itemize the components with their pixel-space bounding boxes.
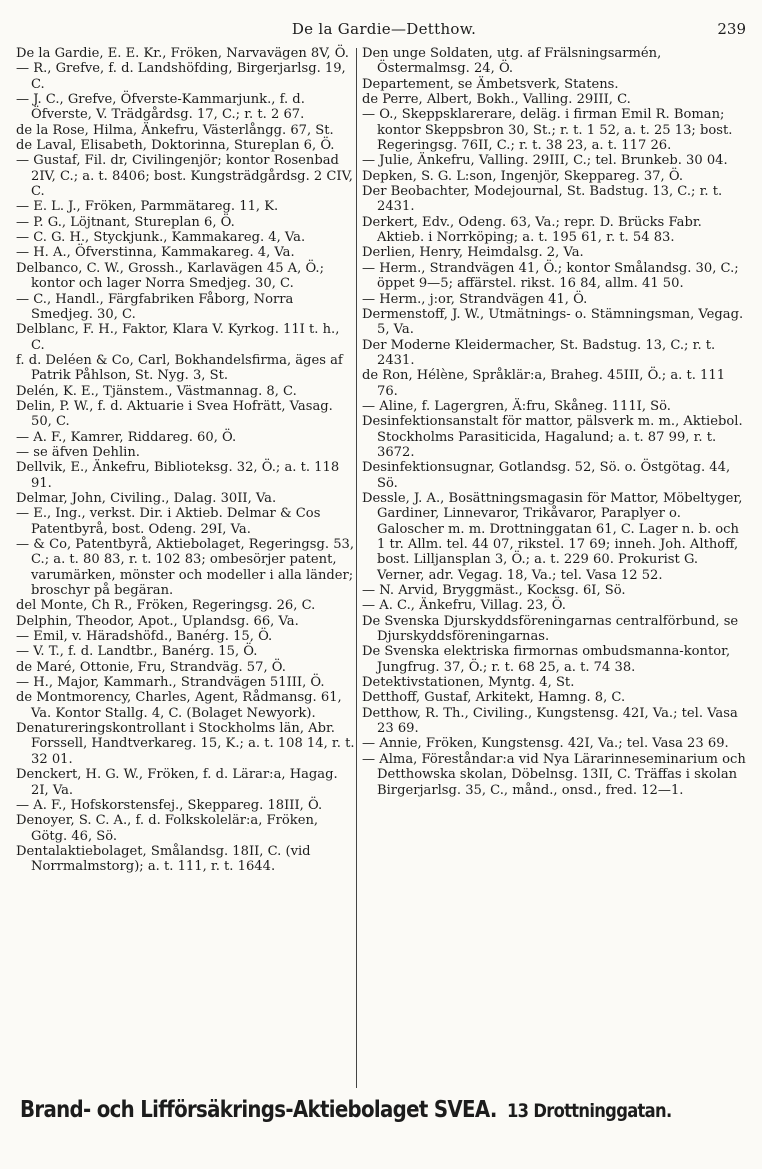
column-divider xyxy=(356,48,357,1088)
directory-entry: del Monte, Ch R., Fröken, Regeringsg. 26, C. xyxy=(16,598,316,614)
directory-entry: — H., Major, Kammarh., Strandvägen 51III, Ö. xyxy=(16,675,325,691)
directory-entry: Dermenstoff, J. W., Utmätnings- o. Stämningsman, Vegag. 5, Va. xyxy=(362,306,744,338)
directory-entry: — P. G., Löjtnant, Stureplan 6, Ö. xyxy=(16,214,235,230)
directory-entry: de Ron, Hélène, Språklär:a, Braheg. 45III, Ö.; a. t. 111 76. xyxy=(362,368,726,399)
directory-entry: Delblanc, F. H., Faktor, Klara V. Kyrkog. 11I t. h., C. xyxy=(16,322,340,353)
directory-entry: Departement, se Ämbetsverk, Statens. xyxy=(362,76,619,92)
directory-entry: — H. A., Öfverstinna, Kammakareg. 4, Va. xyxy=(16,245,295,261)
left-column xyxy=(16,46,356,875)
advert-address: 13 Drottninggatan. xyxy=(506,1100,672,1122)
running-head: De la Gardie—Detthow. xyxy=(291,20,477,38)
directory-entry: Depken, S. G. L:son, Ingenjör, Skeppareg. 37, Ö. xyxy=(362,168,683,184)
directory-entry: Der Moderne Kleidermacher, St. Badstug. 13, C.; r. t. 2431. xyxy=(362,337,716,368)
directory-entry: Delbanco, C. W., Grossh., Karlavägen 45 A, Ö.; kontor och lager Norra Smedjeg. 30, C. xyxy=(16,260,325,292)
directory-entry: Derkert, Edv., Odeng. 63, Va.; repr. D. Brücks Fabr. Aktieb. i Norrköping; a. t. 195 61, r. t. 54 83. xyxy=(362,214,702,246)
directory-entry: — Gustaf, Fil. dr, Civilingenjör; kontor Rosenbad 2IV, C.; a. t. 8406; bost. Kungsträdgårdsg. 2 CIV, C. xyxy=(16,153,353,200)
directory-entry: Delphin, Theodor, Apot., Uplandsg. 66, Va. xyxy=(16,613,299,629)
directory-entry: Den unge Soldaten, utg. af Frälsningsarmén, Östermalmsg. 24, Ö. xyxy=(362,46,662,77)
directory-entry: — Annie, Fröken, Kungstensg. 42I, Va.; tel. Vasa 23 69. xyxy=(362,736,729,752)
directory-entry: — C. G. H., Styckjunk., Kammakareg. 4, Va. xyxy=(16,230,306,246)
directory-entry: — A. C., Änkefru, Villag. 23, Ö. xyxy=(362,598,566,614)
directory-entry: Dellvik, E., Änkefru, Biblioteksg. 32, Ö.; a. t. 118 91. xyxy=(16,460,340,491)
directory-entry: — Herm., j:or, Strandvägen 41, Ö. xyxy=(362,291,588,307)
directory-entry: — Julie, Änkefru, Valling. 29III, C.; tel. Brunkeb. 30 04. xyxy=(362,153,728,169)
directory-entry: Dessle, J. A., Bosättningsmagasin för Mattor, Möbeltyger, Gardiner, Linnevaror, Trikåvaror, Paraplyer o. Galoscher m. m. Drottninggatan 61, C. Lager n. b. och 1 tr. Allm. tel. 44 07, rikstel. 17 69; inneh. Joh. Althoff, bost. Lilljansplan 3, Ö.; a. t. 229 60. Prokurist G. Verner, adr. Vegag. 18, Va.; tel. Vasa 12 52. xyxy=(362,490,743,583)
page-header xyxy=(14,20,754,44)
directory-entry: Denatureringskontrollant i Stockholms län, Abr. Forssell, Handtverkareg. 15, K.; a. t. 108 14, r. t. 32 01. xyxy=(16,721,355,767)
directory-entry: Detthoff, Gustaf, Arkitekt, Hamng. 8, C. xyxy=(362,690,626,706)
page-number: 239 xyxy=(717,20,746,38)
directory-entry: De Svenska Djurskyddsföreningarnas centralförbund, se Djurskyddsföreningarnas. xyxy=(362,613,739,645)
right-column xyxy=(362,46,746,798)
directory-entry: — A. F., Kamrer, Riddareg. 60, Ö. xyxy=(16,429,237,445)
directory-entry: Delmar, John, Civiling., Dalag. 30II, Va. xyxy=(16,490,277,506)
advert-text: Brand- och Lifförsäkrings-Aktiebolaget SVEA. xyxy=(20,1097,497,1123)
directory-entry: — R., Grefve, f. d. Landshöfding, Birgerjarlsg. 19, C. xyxy=(16,61,346,92)
directory-entry: — se äfven Dehlin. xyxy=(16,444,140,460)
directory-entry: de Laval, Elisabeth, Doktorinna, Stureplan 6, Ö. xyxy=(16,138,335,154)
directory-entry: — E. L. J., Fröken, Parmmätareg. 11, K. xyxy=(16,199,279,215)
directory-entry: Der Beobachter, Modejournal, St. Badstug. 13, C.; r. t. 2431. xyxy=(362,184,723,215)
directory-entry: Desinfektionsanstalt för mattor, pälsverk m. m., Aktiebol. Stockholms Parasiticida, Hagalund; a. t. 87 99, r. t. 3672. xyxy=(362,414,743,460)
directory-entry: — E., Ing., verkst. Dir. i Aktieb. Delmar & Cos Patentbyrå, bost. Odeng. 29I, Va. xyxy=(16,506,321,537)
directory-entry: Detthow, R. Th., Civiling., Kungstensg. 42I, Va.; tel. Vasa 23 69. xyxy=(362,705,738,737)
directory-entry: — A. F., Hofskorstensfej., Skeppareg. 18III, Ö. xyxy=(16,797,323,813)
directory-entry: Delin, P. W., f. d. Aktuarie i Svea Hofrätt, Vasag. 50, C. xyxy=(16,398,333,430)
directory-entry: — J. C., Grefve, Öfverste-Kammarjunk., f. d. Öfverste, V. Trädgårdsg. 17, C.; r. t. 2 67. xyxy=(16,92,305,123)
directory-entry: — O., Skeppsklarerare, deläg. i firman Emil R. Boman; kontor Skeppsbron 30, St.; r. t. 1 52, a. t. 25 13; bost. Regeringsg. 76II, C.; r. t. 38 23, a. t. 117 26. xyxy=(362,107,733,154)
directory-entry: Denoyer, S. C. A., f. d. Folkskolelär:a, Fröken, Götg. 46, Sö. xyxy=(16,813,319,844)
directory-entry: — N. Arvid, Bryggmäst., Kocksg. 6I, Sö. xyxy=(362,583,626,599)
directory-entry: Dentalaktiebolaget, Smålandsg. 18II, C. (vid Norrmalmstorg); a. t. 111, r. t. 1644. xyxy=(16,843,311,875)
directory-entry: — C., Handl., Färgfabriken Fåborg, Norra Smedjeg. 30, C. xyxy=(16,291,294,322)
directory-entry: — Herm., Strandvägen 41, Ö.; kontor Smålandsg. 30, C.; öppet 9—5; affärstel. rikst. 16 84, allm. 41 50. xyxy=(362,260,739,292)
directory-entry: — Alma, Föreståndar:a vid Nya Lärarinneseminarium och Detthowska skolan, Döbelnsg. 13II, C. Träffas i skolan Birgerjarlsg. 35, C., månd., onsd., fred. 12—1. xyxy=(362,751,746,798)
directory-entry: de Maré, Ottonie, Fru, Strandväg. 57, Ö. xyxy=(16,659,286,675)
directory-entry: de Perre, Albert, Bokh., Valling. 29III, C. xyxy=(362,92,631,108)
directory-entry: Desinfektionsugnar, Gotlandsg. 52, Sö. o. Östgötag. 44, Sö. xyxy=(362,460,731,491)
directory-entry: — V. T., f. d. Landtbr., Banérg. 15, Ö. xyxy=(16,644,258,660)
directory-entry: Derlien, Henry, Heimdalsg. 2, Va. xyxy=(362,245,584,261)
directory-entry: — & Co, Patentbyrå, Aktiebolaget, Regeringsg. 53, C.; a. t. 80 83, r. t. 102 83; ombesörjer patent, varumärken, mönster och modeller i alla länder; broschyr på begäran. xyxy=(16,537,355,599)
directory-entry: Denckert, H. G. W., Fröken, f. d. Lärar:a, Hagag. 2I, Va. xyxy=(16,767,338,798)
directory-entry: De Svenska elektriska firmornas ombudsmanna-kontor, Jungfrug. 37, Ö.; r. t. 68 25, a. t. 74 38. xyxy=(362,644,731,675)
directory-entry: f. d. Deléen & Co, Carl, Bokhandelsfirma, äges af Patrik Påhlson, St. Nyg. 3, St. xyxy=(16,352,343,384)
directory-entry: de la Rose, Hilma, Änkefru, Västerlångg. 67, St. xyxy=(16,122,334,138)
directory-entry: Detektivstationen, Myntg. 4, St. xyxy=(362,675,575,691)
directory-entry: — Aline, f. Lagergren, Ä:fru, Skåneg. 111I, Sö. xyxy=(362,398,671,414)
directory-entry: Delén, K. E., Tjänstem., Västmannag. 8, C. xyxy=(16,383,297,399)
footer-advert xyxy=(20,1090,672,1130)
directory-entry: De la Gardie, E. E. Kr., Fröken, Narvavägen 8V, Ö. xyxy=(16,46,349,61)
directory-entry: — Emil, v. Häradshöfd., Banérg. 15, Ö. xyxy=(16,629,273,645)
directory-entry: de Montmorency, Charles, Agent, Rådmansg. 61, Va. Kontor Stallg. 4, C. (Bolaget Newyork). xyxy=(16,690,342,721)
